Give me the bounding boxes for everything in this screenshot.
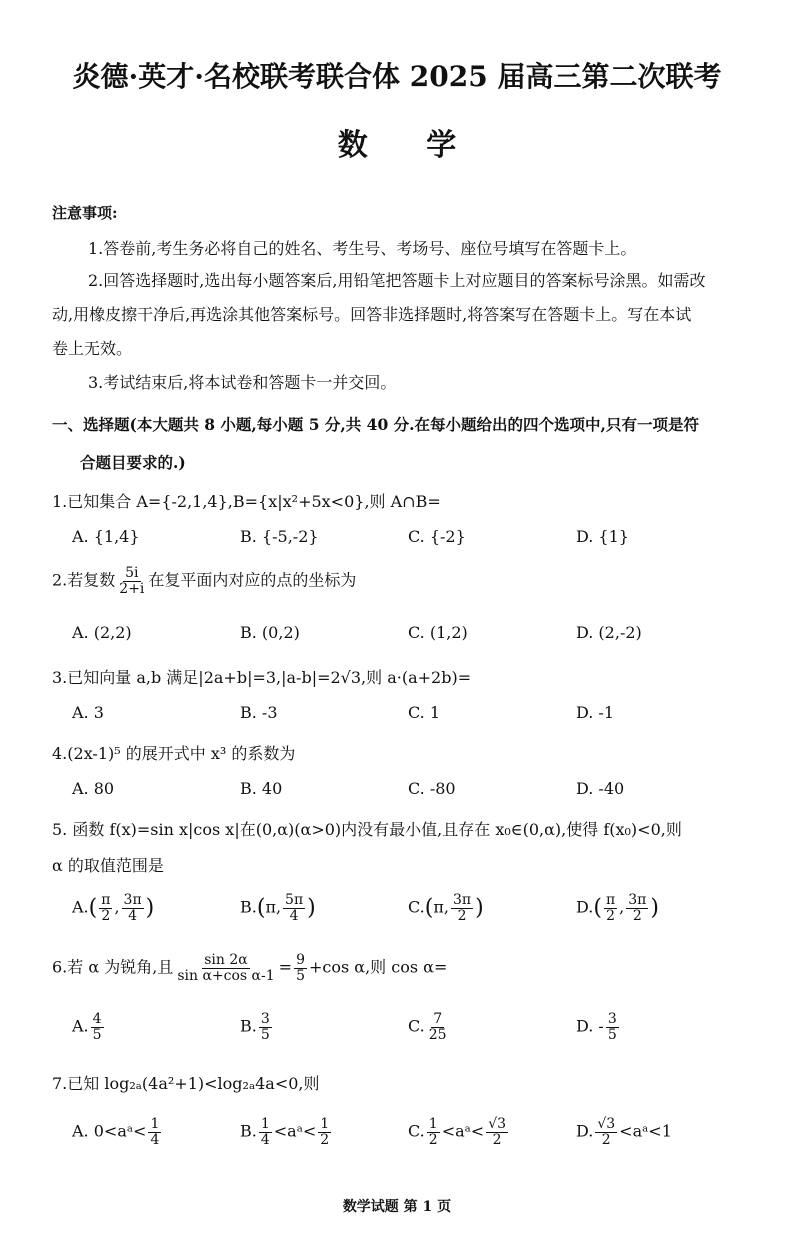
question-7-option-c-den-2: 2 xyxy=(492,1131,502,1148)
question-7-stem: 7.已知 log₂ₐ(4a²+1)<log₂ₐ4a<0,则 xyxy=(52,1074,320,1093)
question-7-option-c-num-2: √3 xyxy=(488,1116,507,1132)
question-6-option-a-num: 4 xyxy=(92,1011,102,1027)
question-7-option-c-mid: <aᵃ< xyxy=(441,1121,485,1141)
question-2-option-c: C. (1,2) xyxy=(408,623,468,642)
question-4-option-c: C. -80 xyxy=(408,779,456,798)
question-3-option-a: A. 3 xyxy=(72,703,104,722)
question-2-fraction-numerator: 5i xyxy=(125,565,139,581)
question-2-option-b: B. (0,2) xyxy=(240,623,300,642)
question-5-option-a-den-1: 2 xyxy=(101,907,111,924)
question-4-option-d: D. -40 xyxy=(576,779,625,798)
notice-item-2-line-2: 动,用橡皮擦干净后,再选涂其他答案标号。回答非选择题时,将答案写在答题卡上。写在本试 xyxy=(52,305,692,324)
question-7-option-a-den: 4 xyxy=(150,1131,160,1148)
question-7-option-b-den-1: 4 xyxy=(260,1131,270,1148)
question-7-option-d-post: <aᵃ<1 xyxy=(619,1121,672,1141)
question-6-option-d xyxy=(576,1012,621,1042)
question-6-option-c xyxy=(408,1012,451,1042)
question-5-stem-line-2: α 的取值范围是 xyxy=(52,856,164,875)
notice-item-1: 1.答卷前,考生务必将自己的姓名、考生号、考场号、座位号填写在答题卡上。 xyxy=(88,239,637,258)
question-7-option-a-pre: A. 0<aᵃ< xyxy=(72,1121,147,1141)
question-6-equals: = xyxy=(278,957,293,977)
question-2-option-d: D. (2,-2) xyxy=(576,623,642,642)
question-7-option-b-den-2: 2 xyxy=(320,1131,330,1148)
subject-title: 数 学 xyxy=(337,128,481,163)
question-7-option-b xyxy=(240,1117,333,1147)
question-6-option-a-den: 5 xyxy=(92,1026,102,1043)
question-5-option-d: D.( $\frac{\pi}{2}$ , $\frac{3\pi}{2}$ ) xyxy=(576,892,659,924)
question-6-stem-pre: 6.若 α 为锐角,且 xyxy=(52,957,174,977)
question-6-option-d-den: 5 xyxy=(607,1026,617,1043)
question-7-option-d-label: D. xyxy=(576,1121,594,1141)
question-7-option-c-den-1: 2 xyxy=(428,1131,438,1148)
question-5-option-b-den: 4 xyxy=(289,907,299,924)
question-4-option-a: A. 80 xyxy=(72,779,115,798)
question-1-option-c: C. {-2} xyxy=(408,527,466,546)
question-5-option-a: A.( $\frac{\pi}{2}$ , $\frac{3\pi}{4}$ ) xyxy=(72,892,155,924)
exam-title: 炎德·英才·名校联考联合体 2025 届高三第二次联考 xyxy=(72,60,722,93)
question-5-option-d-den-1: 2 xyxy=(606,907,615,924)
question-1-option-b: B. {-5,-2} xyxy=(240,527,319,546)
question-2-stem-pre: 2.若复数 xyxy=(52,570,116,590)
question-4-stem: 4.(2x-1)⁵ 的展开式中 x³ 的系数为 xyxy=(52,744,296,763)
question-3-stem: 3.已知向量 a,b 满足|2a+b|=3,|a-b|=2√3,则 a·(a+2b)= xyxy=(52,668,472,687)
question-6-fraction-denominator: sin α+cos α-1 xyxy=(177,967,275,984)
question-6-option-c-label: C. xyxy=(408,1016,425,1036)
question-7-option-c-label: C. xyxy=(408,1121,425,1141)
question-5-option-b-label: B. xyxy=(240,897,257,917)
question-5-option-a-label: A. xyxy=(72,897,89,917)
question-5-option-c-left: π xyxy=(433,897,444,917)
question-5-option-b-left: π xyxy=(265,897,276,917)
question-2-stem-post: 在复平面内对应的点的坐标为 xyxy=(148,570,357,590)
question-7-option-d-den: 2 xyxy=(601,1131,611,1148)
question-6-option-b-label: B. xyxy=(240,1016,257,1036)
notice-item-2-line-1: 2.回答选择题时,选出每小题答案后,用铅笔把答题卡上对应题目的答案标号涂黑。如需改 xyxy=(88,271,706,290)
question-5-option-c-den: 2 xyxy=(457,907,467,924)
question-6-option-c-den: 25 xyxy=(428,1026,447,1043)
question-7-option-d xyxy=(576,1117,672,1147)
question-5-option-c-num: 3π xyxy=(452,892,472,908)
question-3-option-c: C. 1 xyxy=(408,703,441,722)
question-7-option-d-num: √3 xyxy=(597,1116,616,1132)
question-7-option-b-label: B. xyxy=(240,1121,257,1141)
question-4-option-b: B. 40 xyxy=(240,779,283,798)
question-7-option-a xyxy=(72,1117,163,1147)
question-6-fraction-2-denominator: 5 xyxy=(296,967,305,984)
question-7-option-b-mid: <aᵃ< xyxy=(273,1121,317,1141)
question-1-stem: 1.已知集合 A={-2,1,4},B={x|x²+5x<0},则 A∩B= xyxy=(52,492,441,511)
question-5-option-c-label: C. xyxy=(408,897,425,917)
question-1-option-d: D. {1} xyxy=(576,527,629,546)
question-5-option-b-num: 5π xyxy=(285,892,304,908)
question-7-option-c-num-1: 1 xyxy=(428,1116,438,1132)
notice-item-2-line-3: 卷上无效。 xyxy=(52,339,133,358)
question-6-option-a-label: A. xyxy=(72,1016,89,1036)
question-6-option-b-num: 3 xyxy=(260,1011,270,1027)
question-5-option-a-den-2: 4 xyxy=(128,907,138,924)
question-6-option-b xyxy=(240,1012,274,1042)
question-5-option-d-label: D. xyxy=(576,897,594,917)
question-6-option-a xyxy=(72,1012,106,1042)
notice-heading: 注意事项: xyxy=(52,204,118,222)
question-6-fraction-numerator: sin 2α xyxy=(204,952,248,968)
question-5-option-a-num-2: 3π xyxy=(123,892,142,908)
question-5-option-c: C.(π, $\frac{3\pi}{2}$ ) xyxy=(408,892,484,924)
question-7-option-b-num-1: 1 xyxy=(260,1116,270,1132)
question-2-fraction xyxy=(117,566,146,596)
question-1-option-a: A. {1,4} xyxy=(72,527,140,546)
question-6-option-d-num: 3 xyxy=(607,1011,617,1027)
question-6-option-d-label: D. - xyxy=(576,1016,604,1036)
notice-item-3: 3.考试结束后,将本试卷和答题卡一并交回。 xyxy=(88,373,397,392)
question-6-option-c-num: 7 xyxy=(433,1011,443,1027)
question-7-option-b-num-2: 1 xyxy=(320,1116,330,1132)
question-2-stem xyxy=(52,566,356,596)
question-5-option-d-den-2: 2 xyxy=(632,907,642,924)
section-heading: 一、选择题(本大题共 8 小题,每小题 5 分,共 40 分.在每小题给出的四个选项中,只有一项是符 xyxy=(52,415,699,434)
question-5-option-a-num-1: π xyxy=(101,892,111,908)
section-heading-line-2: 合题目要求的.) xyxy=(80,453,186,472)
question-7-option-c xyxy=(408,1117,510,1147)
question-3-option-d: D. -1 xyxy=(576,703,615,722)
question-6-stem-post: +cos α,则 cos α= xyxy=(308,957,448,977)
question-2-option-a: A. (2,2) xyxy=(72,623,132,642)
question-6-stem xyxy=(52,953,447,983)
page-footer: 数学试题 第 1 页 xyxy=(342,1199,452,1215)
question-3-option-b: B. -3 xyxy=(240,703,278,722)
question-5-stem-line-1: 5. 函数 f(x)=sin x|cos x|在(0,α)(α>0)内没有最小值,且存在 x₀∈(0,α),使得 f(x₀)<0,则 xyxy=(52,820,682,839)
question-2-fraction-denominator: 2+i xyxy=(119,580,145,597)
question-7-option-a-num: 1 xyxy=(150,1116,160,1132)
question-5-option-d-num-2: 3π xyxy=(628,892,647,908)
question-6-option-b-den: 5 xyxy=(260,1026,270,1043)
question-5-option-b: B.(π, $\frac{5\pi}{4}$ ) xyxy=(240,892,316,924)
question-6-fraction-2-numerator: 9 xyxy=(296,952,305,968)
question-5-option-d-num-1: π xyxy=(605,892,616,908)
